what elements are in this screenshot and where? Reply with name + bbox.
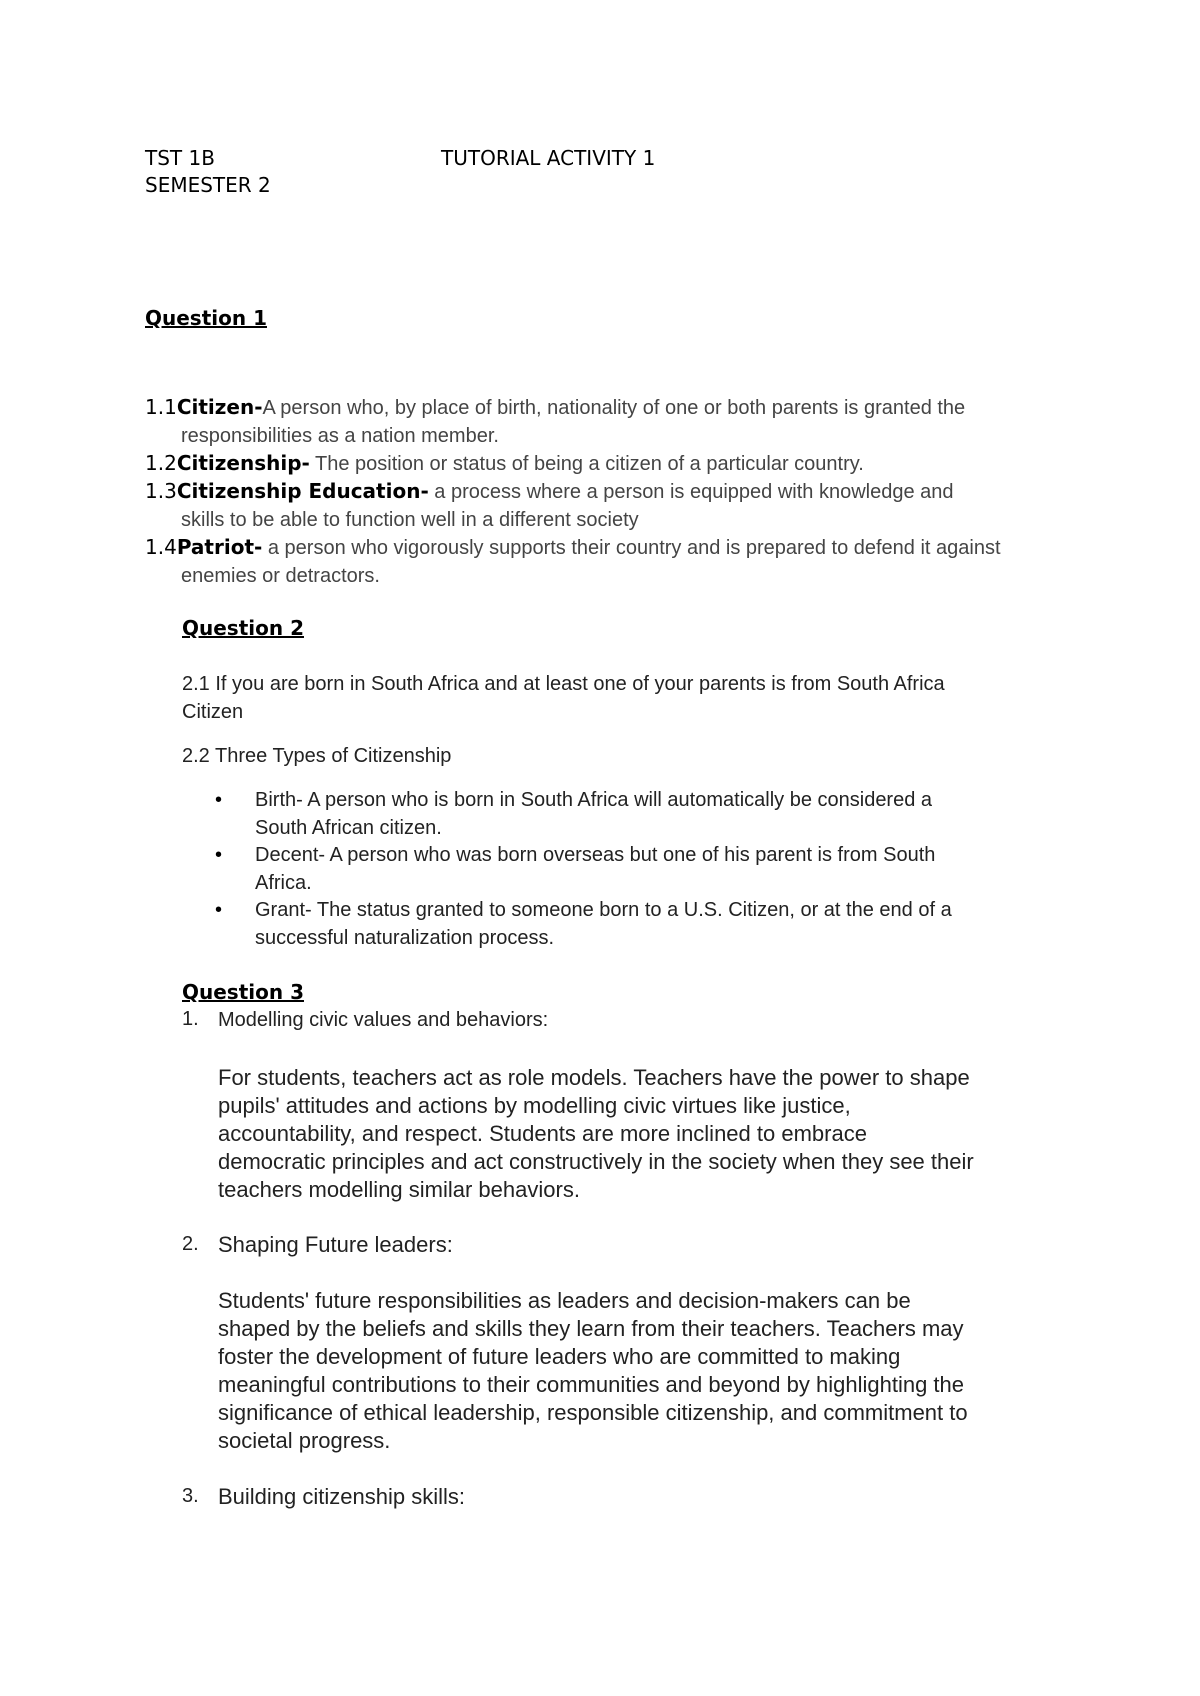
definition-text: The position or status of being a citizen of a particular country. — [309, 453, 864, 475]
question-3-heading: Question 3 — [182, 980, 304, 1004]
bullet-text: Decent- A person who was born overseas but one of his parent is from South — [255, 844, 936, 866]
paragraph-line: Students' future responsibilities as leaders and decision-makers can be — [218, 1288, 911, 1313]
bullet-icon: • — [215, 899, 223, 921]
definition-number: 1.2 — [145, 451, 177, 475]
definition-text: a person who vigorously supports their country and is prepared to defend it against — [262, 537, 1001, 559]
definition-term: Citizen- — [176, 395, 263, 419]
semester-label: SEMESTER 2 — [145, 173, 271, 197]
paragraph-line: democratic principles and act constructively in the society when they see their — [218, 1149, 974, 1174]
list-number: 3. — [182, 1485, 199, 1507]
bullet-text-continued: Africa. — [255, 872, 312, 894]
answer-2-1: 2.1 If you are born in South Africa and at least one of your parents is from South Africa — [182, 673, 945, 695]
paragraph-line: teachers modelling similar behaviors. — [218, 1177, 580, 1202]
definition-text-continued: enemies or detractors. — [181, 565, 380, 587]
list-item-title: Shaping Future leaders: — [218, 1232, 453, 1257]
bullet-text-continued: successful naturalization process. — [255, 927, 555, 949]
definition-item — [145, 393, 1065, 450]
paragraph-line: shaped by the beliefs and skills they learn from their teachers. Teachers may — [218, 1316, 964, 1341]
list-item — [215, 841, 1065, 897]
paragraph-line: For students, teachers act as role models. Teachers have the power to shape — [218, 1065, 970, 1090]
definition-item — [145, 533, 1065, 590]
definition-number: 1.4 — [145, 535, 177, 559]
definition-item — [145, 477, 1065, 534]
definition-term: Patriot- — [176, 535, 263, 559]
definition-text-continued: responsibilities as a nation member. — [181, 425, 499, 447]
list-item-title: Modelling civic values and behaviors: — [218, 1009, 549, 1031]
question-2-heading: Question 2 — [182, 616, 304, 640]
answer-2-2: 2.2 Three Types of Citizenship — [182, 745, 452, 767]
activity-title: TUTORIAL ACTIVITY 1 — [441, 146, 656, 170]
bullet-text: Grant- The status granted to someone born to a U.S. Citizen, or at the end of a — [255, 899, 952, 921]
paragraph-line: accountability, and respect. Students are more inclined to embrace — [218, 1121, 867, 1146]
definition-number: 1.1 — [145, 395, 177, 419]
list-item — [215, 786, 1065, 842]
definition-item — [145, 449, 1065, 478]
bullet-icon: • — [215, 789, 223, 811]
paragraph-line: foster the development of future leaders who are committed to making — [218, 1344, 901, 1369]
definition-term: Citizenship- — [176, 451, 310, 475]
paragraph-line: pupils' attitudes and actions by modelling civic virtues like justice, — [218, 1093, 851, 1118]
paragraph-line: significance of ethical leadership, responsible citizenship, and commitment to — [218, 1400, 968, 1425]
list-number: 2. — [182, 1233, 199, 1255]
course-code: TST 1B — [145, 146, 215, 170]
bullet-text: Birth- A person who is born in South Africa will automatically be considered a — [255, 789, 933, 811]
definition-term: Citizenship Education- — [176, 479, 429, 503]
list-item-title: Building citizenship skills: — [218, 1484, 465, 1509]
definition-text-continued: skills to be able to function well in a different society — [181, 509, 639, 531]
paragraph-line: meaningful contributions to their communities and beyond by highlighting the — [218, 1372, 965, 1397]
question-1-heading: Question 1 — [145, 306, 267, 330]
definition-text: A person who, by place of birth, nationality of one or both parents is granted the — [262, 397, 966, 419]
list-item — [215, 896, 1065, 952]
bullet-icon: • — [215, 844, 223, 866]
paragraph-line: societal progress. — [218, 1428, 391, 1453]
definition-number: 1.3 — [145, 479, 177, 503]
bullet-text-continued: South African citizen. — [255, 817, 442, 839]
list-number: 1. — [182, 1008, 199, 1030]
definition-text: a process where a person is equipped with knowledge and — [428, 481, 954, 503]
answer-2-1-continued: Citizen — [182, 701, 244, 723]
